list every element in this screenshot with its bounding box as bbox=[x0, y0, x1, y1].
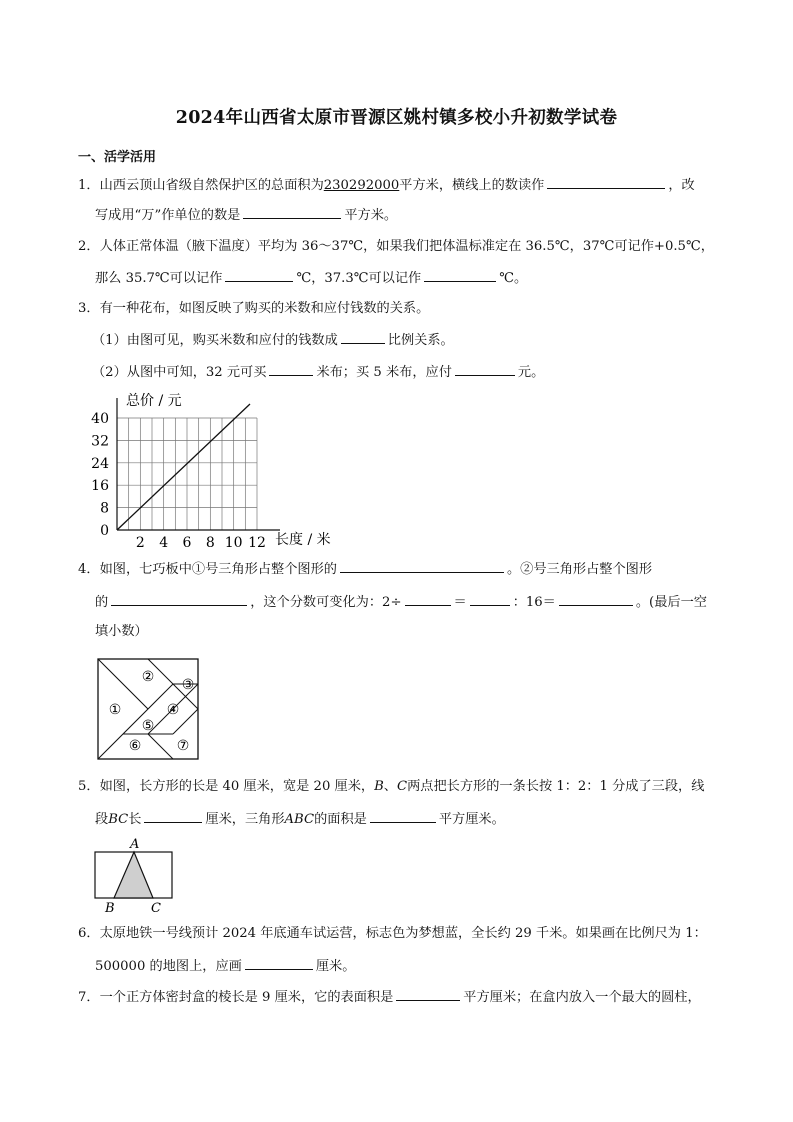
tangram-label-2: ② bbox=[141, 669, 155, 685]
y-tick-label: 8 bbox=[100, 500, 109, 517]
price-length-chart bbox=[88, 388, 348, 553]
page-title: 2024年山西省太原市晋源区姚村镇多校小升初数学试卷 bbox=[175, 108, 618, 128]
question-3-part-2: （2）从图中可知，32 元可买 米布；买 5 米布，应付 元。 bbox=[92, 365, 545, 380]
x-tick-label: 4 bbox=[159, 535, 169, 551]
answer-blank[interactable] bbox=[269, 363, 313, 376]
point-a-label: A bbox=[130, 837, 140, 852]
y-tick-label: 24 bbox=[91, 455, 109, 472]
x-tick-labels bbox=[136, 535, 266, 551]
x-tick-label: 8 bbox=[205, 535, 215, 551]
question-3-line-1: 3．有一种花布，如图反映了购买的米数和应付钱数的关系。 bbox=[78, 301, 430, 316]
answer-blank[interactable] bbox=[111, 593, 247, 606]
tangram-figure bbox=[94, 656, 202, 762]
question-number: 5． bbox=[78, 779, 100, 794]
question-5-line-1: 5．如图，长方形的长是 40 厘米，宽是 20 厘米，B、C两点把长方形的一条长按 1：2：1 分成了三段，线 bbox=[78, 779, 705, 794]
question-6-line-2: 500000 的地图上，应画 厘米。 bbox=[95, 959, 356, 974]
answer-blank[interactable] bbox=[243, 206, 341, 219]
question-7-line-1: 7．一个正方体密封盒的棱长是 9 厘米，它的表面积是 平方厘米；在盒内放入一个最大的圆柱， bbox=[78, 990, 701, 1005]
point-b-label: B bbox=[105, 901, 115, 916]
tangram-label-5: ⑤ bbox=[141, 718, 155, 734]
question-6-line-1: 6．太原地铁一号线预计 2024 年底通车试运营，标志色为梦想蓝，全长约 29 千米。如果画在比例尺为 1： bbox=[78, 926, 707, 941]
area-value: 230292000 bbox=[323, 178, 400, 193]
answer-blank[interactable] bbox=[340, 560, 504, 573]
question-4-line-2: 的 ，这个分数可变化为：2÷ ＝ ：16＝ 。(最后一空 bbox=[95, 595, 707, 610]
answer-blank[interactable] bbox=[405, 593, 451, 606]
point-c-label: C bbox=[151, 901, 161, 916]
y-tick-label: 0 bbox=[100, 523, 109, 539]
x-tick-label: 2 bbox=[135, 535, 145, 551]
answer-blank[interactable] bbox=[424, 269, 496, 282]
answer-blank[interactable] bbox=[547, 176, 665, 189]
question-number: 1． bbox=[78, 178, 100, 193]
y-tick-label: 40 bbox=[91, 411, 109, 427]
answer-blank[interactable] bbox=[341, 331, 385, 344]
answer-blank[interactable] bbox=[144, 810, 202, 823]
section-heading: 一、活学活用 bbox=[78, 150, 157, 165]
x-tick-label: 12 bbox=[248, 535, 266, 551]
question-5-line-2: 段BC长 厘米，三角形ABC的面积是 平方厘米。 bbox=[95, 812, 505, 827]
question-2-line-1: 2．人体正常体温（腋下温度）平均为 36～37℃，如果我们把体温标准定在 36.5℃，37℃可记作+0.5℃， bbox=[78, 239, 714, 254]
tangram-label-6: ⑥ bbox=[128, 738, 142, 754]
price-line bbox=[117, 404, 250, 530]
question-number: 3． bbox=[78, 301, 100, 316]
answer-blank[interactable] bbox=[245, 957, 313, 970]
question-number: 4． bbox=[78, 562, 100, 577]
x-tick-label: 10 bbox=[224, 535, 243, 551]
question-3-part-1: （1）由图可见，购买米数和应付的钱数成 比例关系。 bbox=[92, 333, 454, 348]
tangram-label-1: ① bbox=[108, 702, 122, 718]
answer-blank[interactable] bbox=[455, 363, 515, 376]
y-axis-label: 总价 / 元 bbox=[126, 393, 182, 409]
answer-blank[interactable] bbox=[370, 810, 436, 823]
x-axis-label: 长度 / 米 bbox=[275, 532, 331, 548]
tangram-label-4: ④ bbox=[166, 702, 180, 718]
chart-grid bbox=[117, 418, 257, 530]
question-number: 6． bbox=[78, 926, 100, 941]
rectangle-triangle-figure bbox=[90, 836, 180, 916]
question-1-line-2: 写成用“万”作单位的数是 平方米。 bbox=[95, 208, 398, 223]
x-tick-label: 6 bbox=[182, 535, 192, 551]
tangram-label-7: ⑦ bbox=[176, 738, 190, 754]
question-1-line-1: 1．山西云顶山省级自然保护区的总面积为230292000平方米，横线上的数读作 ，改 bbox=[78, 178, 695, 193]
question-4-line-3: 填小数） bbox=[95, 624, 148, 639]
answer-blank[interactable] bbox=[470, 593, 510, 606]
question-number: 7． bbox=[78, 990, 100, 1005]
answer-blank[interactable] bbox=[559, 593, 633, 606]
y-tick-label: 32 bbox=[91, 433, 109, 450]
y-tick-label: 16 bbox=[91, 478, 109, 495]
tangram-label-3: ③ bbox=[181, 677, 195, 693]
answer-blank[interactable] bbox=[396, 988, 460, 1001]
question-4-line-1: 4．如图，七巧板中①号三角形占整个图形的 。②号三角形占整个图形 bbox=[78, 562, 653, 577]
question-number: 2． bbox=[78, 239, 100, 254]
y-tick-labels bbox=[91, 411, 109, 539]
answer-blank[interactable] bbox=[225, 269, 293, 282]
question-2-line-2: 那么 35.7℃可以记作 ℃，37.3℃可以记作 ℃。 bbox=[95, 271, 528, 286]
